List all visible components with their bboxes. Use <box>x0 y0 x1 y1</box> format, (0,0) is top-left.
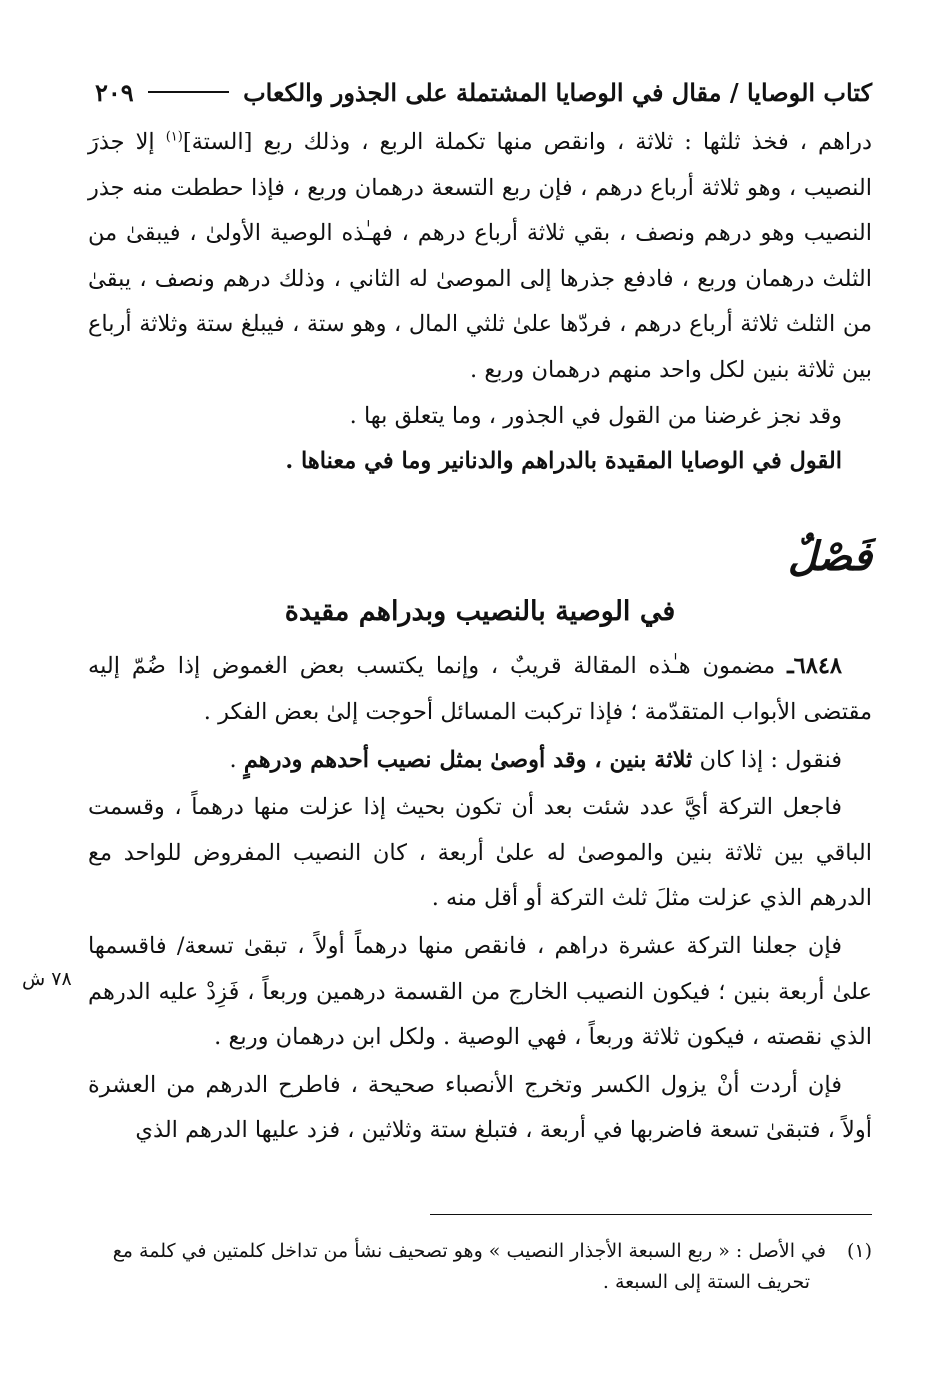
header-rule <box>148 91 229 93</box>
paragraph-4: ٦٨٤٨ـ مضمون هـٰذه المقالة قريبٌ ، وإنما يكتسب بعض الغموض إذا ضُمّ إليه مقتضى الأبواب المتقدّمة ؛ فإذا تركبت المسائل أحوجت إلىٰ بعض الفكر . <box>88 653 872 725</box>
running-header <box>95 72 872 112</box>
paragraph-2: وقد نجز غرضنا من القول في الجذور ، وما يتعلق بها . <box>349 402 842 429</box>
footnote <box>88 1236 872 1298</box>
footnote-rule <box>430 1214 872 1215</box>
section-heading-line: القول في الوصايا المقيدة بالدراهم والدنانير وما في معناها . <box>285 448 842 475</box>
header-title: كتاب الوصايا / مقال في الوصايا المشتملة على الجذور والكعاب <box>243 77 872 107</box>
section-mark: فَصْلٌ <box>787 532 872 580</box>
body-text <box>88 120 872 1154</box>
page-number: ٢٠٩ <box>95 77 134 107</box>
footnote-number: (١) <box>846 1240 872 1262</box>
manuscript-margin-note: ٧٨ ش <box>22 968 72 990</box>
paragraph-7: فإن جعلنا التركة عشرة دراهم ، فانقص منها درهماً أولاً ، تبقىٰ تسعة/ فاقسمها علىٰ أربعة بنين ؛ فيكون النصيب الخارج من القسمة درهمين وربعاً ، فَزِدْ عليه الدرهم الذي نقصته ، فيكون ثلاثة وربعاً ، فهي الوصية . ولكل ابن درهمان وربع . <box>88 932 872 1051</box>
paragraph-5: فنقول : إذا كان ثلاثة بنين ، وقد أوصىٰ بمثل نصيب أحدهم ودرهمٍ . <box>229 746 842 773</box>
footnote-line-1: (١) في الأصل : « ربع السبعة الأجذار النصيب » وهو تصحيف نشأ من تداخل كلمتين في كلمة مع <box>88 1236 872 1267</box>
footnote-line-2: تحريف الستة إلى السبعة . <box>602 1271 810 1293</box>
paragraph-6: فاجعل التركة أيَّ عدد شئت بعد أن تكون بحيث إذا عزلت منها درهماً ، وقسمت الباقي بين ثلاثة بنين والموصىٰ له علىٰ أربعة ، كان النصيب المفروض للواحد مع الدرهم الذي عزلت مثلَ ثلث التركة أو أقل منه . <box>88 794 872 912</box>
section-title: في الوصية بالنصيب وبدراهم مقيدة <box>284 595 676 627</box>
paragraph-1: دراهم ، فخذ ثلثها : ثلاثة ، وانقص منها تكملة الربع ، وذلك ربع [الستة]$^{(١)}$ إلا جذرَ النصيب ، وهو ثلاثة أرباع درهم ، فإن ربع التسعة درهمان وربع ، فإذا حططت منه جذر النصيب وهو درهم ونصف ، بقي ثلاثة أرباع درهم ، فهـٰذه الوصية الأولىٰ ، فيبقىٰ من الثلث درهمان وربع ، فادفع جذرها إلى الموصىٰ له الثاني ، وذلك درهم ونصف ، يبقىٰ من الثلث ثلاثة أرباع درهم ، فردّها علىٰ ثلثي المال ، وهو ستة ، فيبلغ ستة وثلاثة أرباع بين ثلاثة بنين لكل واحد منهم درهمان وربع . <box>88 129 872 383</box>
footnote-ref[interactable]: (١) <box>165 129 183 145</box>
paragraph-8: فإن أردت أنْ يزول الكسر وتخرج الأنصباء صحيحة ، فاطرح الدرهم من العشرة أولاً ، فتبقىٰ تسعة فاضربها في أربعة ، فتبلغ ستة وثلاثين ، فزد عليها الدرهم الذي <box>88 1071 872 1144</box>
paragraph-number: ٦٨٤٨ـ <box>787 653 842 680</box>
